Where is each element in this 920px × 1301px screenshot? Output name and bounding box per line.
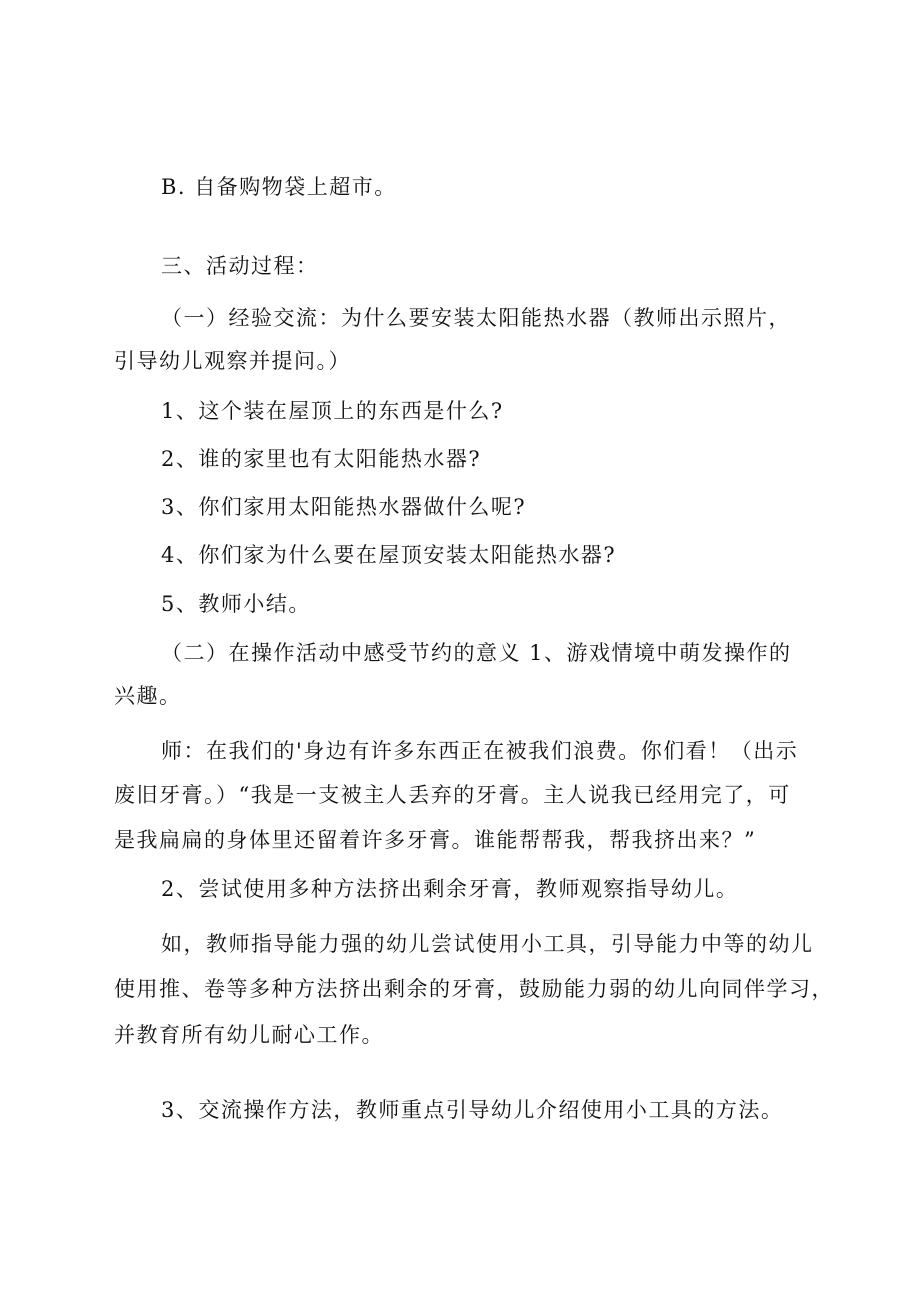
step-2: 2、尝试使用多种方法挤出剩余牙膏，教师观察指导幼儿。	[161, 877, 739, 901]
paragraph-line: 师：在我们的'身边有许多东西正在被我们浪费。你们看！（出示	[161, 739, 799, 763]
question-2: 2、谁的家里也有太阳能热水器?	[161, 447, 482, 471]
question-4: 4、你们家为什么要在屋顶安装太阳能热水器?	[161, 543, 617, 567]
paragraph-line: 如，教师指导能力强的幼儿尝试使用小工具，引导能力中等的幼儿	[161, 932, 814, 956]
question-1: 1、这个装在屋顶上的东西是什么?	[161, 399, 504, 423]
paragraph-line: 并教育所有幼儿耐心工作。	[114, 1023, 384, 1047]
paragraph-line: 废旧牙膏。）“我是一支被主人丢弃的牙膏。主人说我已经用完了，可	[114, 783, 791, 807]
paragraph-line: 引导幼儿观察并提问。）	[114, 349, 351, 373]
subsection-heading-operation: （二）在操作活动中感受节约的意义 1、游戏情境中萌发操作的	[161, 641, 792, 665]
section-heading-activity-process: 三、活动过程：	[161, 254, 319, 278]
line-option-b: B. 自备购物袋上超市。	[161, 175, 397, 199]
step-3: 3、交流操作方法，教师重点引导幼儿介绍使用小工具的方法。	[161, 1098, 784, 1122]
question-3: 3、你们家用太阳能热水器做什么呢?	[161, 495, 527, 519]
paragraph-line: 兴趣。	[114, 684, 182, 708]
subsection-heading-experience: （一）经验交流：为什么要安装太阳能热水器（教师出示照片，	[161, 306, 791, 330]
paragraph-line: 使用推、卷等多种方法挤出剩余的牙膏，鼓励能力弱的幼儿向同伴学习，	[114, 977, 834, 1001]
summary-item-5: 5、教师小结。	[161, 592, 311, 616]
paragraph-line: 是我扁扁的身体里还留着许多牙膏。谁能帮帮我，帮我挤出来？”	[114, 828, 757, 852]
